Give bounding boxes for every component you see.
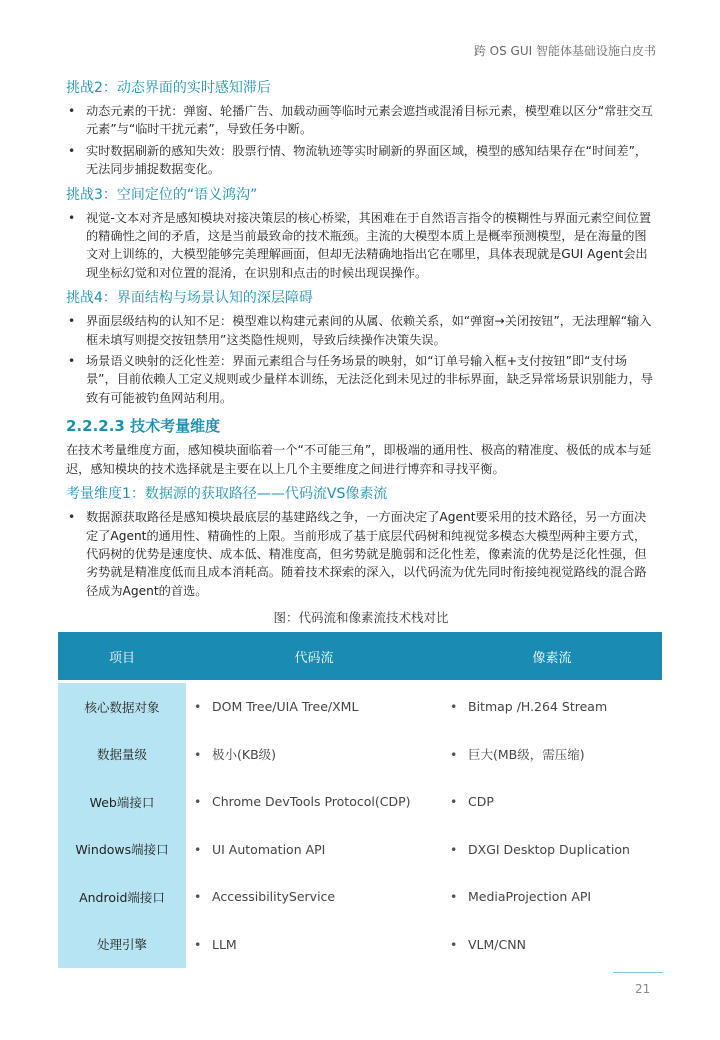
bullet-icon: • (194, 889, 202, 905)
pixel-value: Bitmap /H.264 Stream (468, 699, 608, 715)
challenge3-heading: 挑战3：空间定位的“语义鸿沟” (66, 186, 258, 203)
comparison-table (58, 632, 662, 968)
table-header-row (58, 632, 662, 682)
header-code-stream: 代码流 (186, 632, 442, 682)
row-label: Android端接口 (58, 873, 186, 921)
pixel-cell (442, 682, 662, 731)
figure-caption: 图：代码流和像素流技术栈对比 (273, 610, 449, 626)
pixel-cell (442, 826, 662, 874)
bullet-icon: • (450, 841, 458, 857)
dimension1-list (66, 508, 656, 600)
code-value: LLM (212, 936, 237, 952)
challenge2-bullet-2: • 实时数据刷新的感知失效：股票行情、物流轨迹等实时刷新的界面区域，模型的感知结果存在“时间差”，无法同步捕捉数据变化。 (66, 142, 656, 179)
bullet-icon: • (450, 889, 458, 905)
challenge4-heading: 挑战4：界面结构与场景认知的深层障碍 (66, 290, 313, 307)
code-value: 极小(KB级) (212, 747, 277, 763)
document-header-title: 跨 OS GUI 智能体基础设施白皮书 (473, 44, 656, 58)
row-label: 数据量级 (58, 731, 186, 779)
row-label: 核心数据对象 (58, 682, 186, 731)
section-heading: 2.2.2.3 技术考量维度 (66, 417, 221, 436)
pixel-value: MediaProjection API (468, 889, 592, 905)
code-cell (186, 682, 442, 731)
row-label: Web端接口 (58, 778, 186, 826)
pixel-cell (442, 731, 662, 779)
section-intro: 在技术考量维度方面，感知模块面临着一个“不可能三角”，即极端的通用性、极高的精准度、极低的成本与延迟，感知模块的技术选择就是主要在以上几个主要维度之间进行博弈和寻找平衡。 (66, 443, 652, 476)
bullet-icon: • (450, 936, 458, 952)
header-item: 项目 (58, 632, 186, 682)
pixel-value: CDP (468, 794, 494, 810)
challenge4-list (66, 312, 656, 407)
dimension1-bullet-1: • 数据源获取路径是感知模块最底层的基建路线之争，一方面决定了Agent要采用的技术路径，另一方面决定了Agent的通用性、精确性的上限。当前形成了基于底层代码树和纯视觉多模态大模型两种主要方式，代码树的优势是速度快、成本低、精准度高，但劣势就是脆弱和泛化性差，像素流的优势是泛化性强，但劣势就是精准度低而且成本消耗高。随着技术探索的深入，以代码流为优先同时衔接纯视觉路线的混合路径成为Agent的首选。 (66, 508, 656, 600)
code-cell (186, 778, 442, 826)
table-row (58, 826, 662, 874)
code-value: UI Automation API (212, 841, 326, 857)
code-cell (186, 826, 442, 874)
bullet-icon: • (194, 699, 202, 715)
table-row (58, 921, 662, 969)
challenge4-bullet-1: • 界面层级结构的认知不足：模型难以构建元素间的从属、依赖关系，如“弹窗→关闭按钮”，无法理解“输入框未填写则提交按钮禁用”这类隐性规则，导致后续操作决策失误。 (66, 312, 656, 349)
pixel-cell (442, 921, 662, 969)
bullet-icon: • (194, 936, 202, 952)
code-value: DOM Tree/UIA Tree/XML (212, 699, 359, 715)
pixel-cell (442, 778, 662, 826)
bullet-icon: • (450, 747, 458, 763)
challenge3-list (66, 209, 656, 283)
pixel-value: 巨大(MB级，需压缩) (468, 747, 585, 763)
page-content (66, 72, 656, 968)
code-cell (186, 873, 442, 921)
code-value: Chrome DevTools Protocol(CDP) (212, 794, 411, 810)
footer-divider (613, 972, 663, 973)
pixel-value: DXGI Desktop Duplication (468, 841, 630, 857)
challenge4-bullet-2: • 场景语义映射的泛化性差：界面元素组合与任务场景的映射，如“订单号输入框+支付按钮”即“支付场景”，目前依赖人工定义规则或少量样本训练，无法泛化到未见过的非标界面，缺乏异常场景识别能力，导致有可能被钓鱼网站利用。 (66, 352, 656, 407)
bullet-icon: • (450, 794, 458, 810)
dimension1-heading: 考量维度1：数据源的获取路径——代码流VS像素流 (66, 486, 388, 503)
page-number: 21 (635, 982, 651, 996)
pixel-value: VLM/CNN (468, 936, 526, 952)
challenge3-bullet-1: • 视觉-文本对齐是感知模块对接决策层的核心桥梁，其困难在于自然语言指令的模糊性与界面元素空间位置的精确性之间的矛盾，这是当前最致命的技术瓶颈。主流的大模型本质上是概率预测模型，是在海量的图文对上训练的，大模型能够完美理解画面，但却无法精确地指出它在哪里，具体表现就是GUI Agent会出现坐标幻觉和对位置的混淆，在识别和点击的时候出现误操作。 (66, 209, 656, 283)
bullet-icon: • (194, 794, 202, 810)
bullet-icon: • (450, 699, 458, 715)
table-row (58, 873, 662, 921)
pixel-cell (442, 873, 662, 921)
row-label: Windows端接口 (58, 826, 186, 874)
bullet-icon: • (194, 747, 202, 763)
code-value: AccessibilityService (212, 889, 336, 905)
bullet-icon: • (194, 841, 202, 857)
challenge2-heading: 挑战2：动态界面的实时感知滞后 (66, 80, 271, 96)
table-row (58, 731, 662, 779)
code-cell (186, 921, 442, 969)
table-row (58, 682, 662, 731)
code-cell (186, 731, 442, 779)
table-row (58, 778, 662, 826)
challenge2-bullet-1: • 动态元素的干扰：弹窗、轮播广告、加载动画等临时元素会遮挡或混淆目标元素，模型难以区分“常驻交互元素”与“临时干扰元素”，导致任务中断。 (66, 102, 656, 139)
header-pixel-stream: 像素流 (442, 632, 662, 682)
row-label: 处理引擎 (58, 921, 186, 969)
challenge2-list (66, 102, 656, 179)
